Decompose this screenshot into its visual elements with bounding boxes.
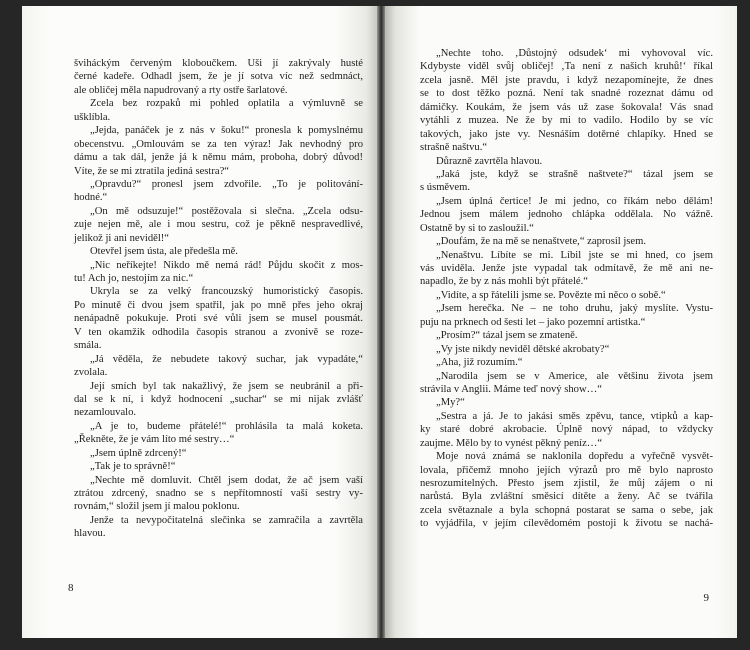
text-line: vytáhli z muzea. Ne že by mi to vadilo. Hodilo by se víc: [420, 115, 713, 127]
text-line: „Nechte toho. ‚Důstojný odsudek‘ mi vyhovoval víc.: [436, 48, 713, 59]
text-line: hlavou.: [74, 528, 106, 540]
left-page-text: [74, 57, 363, 541]
text-line: „Vidíte, a sp řátelili jsme se. Povězte mi něco o sobě.“: [436, 289, 666, 301]
text-line: zuje nejen mě, ale i mou sestru, což je pěkně nespravedlivé,: [74, 219, 363, 231]
text-line: ky staré dobré akrobacie. Úplně nový nápad, to vždycky: [420, 424, 713, 436]
right-page-text: [420, 47, 713, 531]
text-line: „Aha, již rozumím.“: [436, 357, 523, 369]
text-line: Otevřel jsem ústa, ale předešla mě.: [90, 246, 238, 258]
text-line: Víte, že se mi ztratila jediná sestra?“: [74, 165, 230, 177]
text-line: tu! Ach jo, nestojím za nic.“: [74, 273, 194, 284]
text-line: zcela světaznale a byla schopná postarat se sama o sebe, jak: [420, 504, 713, 516]
text-line: Ukryla se za velký francouzský humoristický časopis.: [90, 286, 363, 298]
text-line: nenápadně pokukuje. Proti své vůli jsem se musel pousmát.: [74, 313, 363, 325]
left-page: [22, 6, 377, 638]
text-line: „Jsem úplně zdrcený!“: [90, 447, 187, 459]
text-line: dal se k ní, i když hodnocení „suchar“ se mi nijak zvlášť: [74, 393, 363, 405]
text-line: rovnám,“ složil jsem jí malou poklonu.: [74, 501, 240, 513]
text-line: dámu a tak dál, jenže já k němu mám, proboha, dobrý důvod!: [74, 152, 363, 164]
text-line: „Jsem herečka. Ne – ne toho druhu, jaký myslíte. Vystu-: [436, 303, 713, 315]
text-line: ušklíbla.: [74, 111, 111, 123]
book-gutter: [377, 6, 385, 638]
text-line: „Nechte mě domluvit. Chtěl jsem dodat, že ač jsem vaší: [90, 474, 363, 486]
text-line: Jenže ta nevypočitatelná slečinka se zamračila a zavrtěla: [90, 514, 363, 526]
text-line: s úsměvem.: [420, 182, 471, 194]
text-line: vás uviděla. Jenže jste vypadal tak odmítavě, že mě ani ne-: [420, 263, 713, 274]
text-line: „Jejda, panáček je z nás v šoku!“ pronesla k pomyslnému: [90, 125, 363, 137]
text-line: hodné.“: [74, 192, 108, 204]
text-line: V ten okamžik odhodila časopis stranou a zvonivě se roze-: [74, 326, 363, 338]
text-line: „Jaká jste, když se strašně naštvete?“ tázal jsem se: [436, 168, 713, 180]
text-line: „Já věděla, že nebudete takový suchar, jak vypadáte,“: [90, 353, 363, 365]
text-line: Moje nová známá se naklonila dopředu a vyřečně vysvět-: [436, 451, 713, 463]
text-line: ale obličej měla napudrovaný a rty ostře šarlatové.: [74, 84, 288, 96]
text-line: Její smích byl tak nakažlivý, že jsem se neubránil a při-: [90, 380, 363, 392]
text-line: Kdybyste viděl svůj obličej! ‚Ta není z našich kruhů!‘ říkal: [420, 61, 713, 73]
text-line: se to dost těžko pozná. Není tak snadné rozeznat dámu od: [420, 88, 713, 100]
text-line: lovala, přičemž mnoho jejích výrazů pro mě bylo naprosto: [420, 464, 713, 476]
text-line: „A je to, budeme přátelé!“ prohlásila ta malá koketa.: [90, 420, 363, 432]
text-line: Důrazně zavrtěla hlavou.: [436, 155, 543, 167]
text-line: nezamlouvalo.: [74, 407, 137, 419]
text-line: narůstá. Byla zvláštní směsicí dítěte a ženy. Ač se tvářila: [420, 491, 713, 503]
text-line: napadlo, že by z nás mohli být přátelé.“: [420, 276, 588, 288]
text-line: „Jsem úplná čertice! Je mi jedno, co říkám nebo dělám!: [436, 195, 713, 207]
text-line: „Vy jste nikdy neviděl dětské akrobaty?“: [436, 343, 610, 355]
text-line: jelikož ji ani neviděl!“: [74, 232, 170, 244]
text-line: „Sestra a já. Je to jakási směs zpěvu, tance, vtipků a kap-: [436, 410, 713, 422]
text-line: obecenstvu. „Omlouvám se za ten výraz! Jak nevhodný pro: [74, 138, 363, 150]
text-line: dámičky. Koukám, že jsem vás už zase šokovala! Vás snad: [420, 101, 713, 113]
text-line: nesrozumitelných. Přesto jsem zjistil, že můj zájem o ni: [420, 478, 713, 489]
text-line: „Nenaštvu. Líbíte se mi. Líbil jste se mi hned, co jsem: [436, 249, 713, 261]
text-line: „Doufám, že na mě se nenaštvete,“ zaprosil jsem.: [436, 236, 647, 248]
text-line: „Řekněte, že je vám líto mé sestry…“: [74, 434, 235, 446]
text-line: smála.: [74, 340, 102, 352]
text-line: „Nic neříkejte! Nikdo mě nemá rád! Půjdu skočit z mos-: [90, 259, 363, 271]
text-line: „Narodila jsem se v Americe, ale většinu života jsem: [436, 370, 713, 382]
text-line: zaujme. Mělo by to vynést pěkný peníz…“: [420, 437, 603, 449]
text-line: černé kadeře. Odhadl jsem, že je jí sotva víc než sedmnáct,: [74, 71, 363, 83]
right-page: [385, 6, 737, 638]
text-line: zvolala.: [74, 367, 108, 379]
text-line: takových, jako jste vy. Nesnáším dotěrné chlapíky. Hned se: [420, 128, 713, 140]
right-page-number: 9: [703, 592, 709, 604]
text-line: Po minutě či dvou jsem spatřil, jak po mně přes jeho okraj: [74, 299, 363, 311]
text-line: puju na prknech od šesti let – jako pozemní artistka.“: [420, 316, 646, 328]
text-line: zcela jasně. Měl jste pravdu, i když nezapomínejte, že dnes: [420, 74, 713, 86]
text-line: „Prosím?“ tázal jsem se zmateně.: [436, 330, 578, 342]
left-page-number: 8: [68, 582, 74, 594]
text-line: ztrátou zdrcený, snadno se s nepřítomností vaší sestry vy-: [74, 488, 363, 499]
text-line: Jednou jsem málem jednoho chlápka oddělala. No vážně.: [420, 209, 713, 221]
text-line: šviháckým červeným kloboučkem. Uši jí zakrývaly husté: [74, 58, 363, 69]
text-line: strávila v Anglii. Máme teď nový show…“: [420, 383, 602, 395]
text-line: „Tak je to správně!“: [90, 461, 176, 473]
text-line: to vyjádřila, v jejím cílevědomém postoji k životu se nachá-: [420, 518, 713, 530]
text-line: „Opravdu?“ pronesl jsem zdvořile. „To je politování-: [90, 178, 363, 190]
text-line: „My?“: [436, 397, 465, 409]
text-line: „On mě odsuzuje!“ postěžovala si slečna. „Zcela odsu-: [90, 205, 363, 217]
text-line: Ostatně by si to zasloužil.“: [420, 222, 534, 234]
text-line: strašně naštvu.“: [420, 142, 488, 154]
text-line: Zcela bez rozpaků mi pohled oplatila a výmluvně se: [90, 98, 363, 110]
